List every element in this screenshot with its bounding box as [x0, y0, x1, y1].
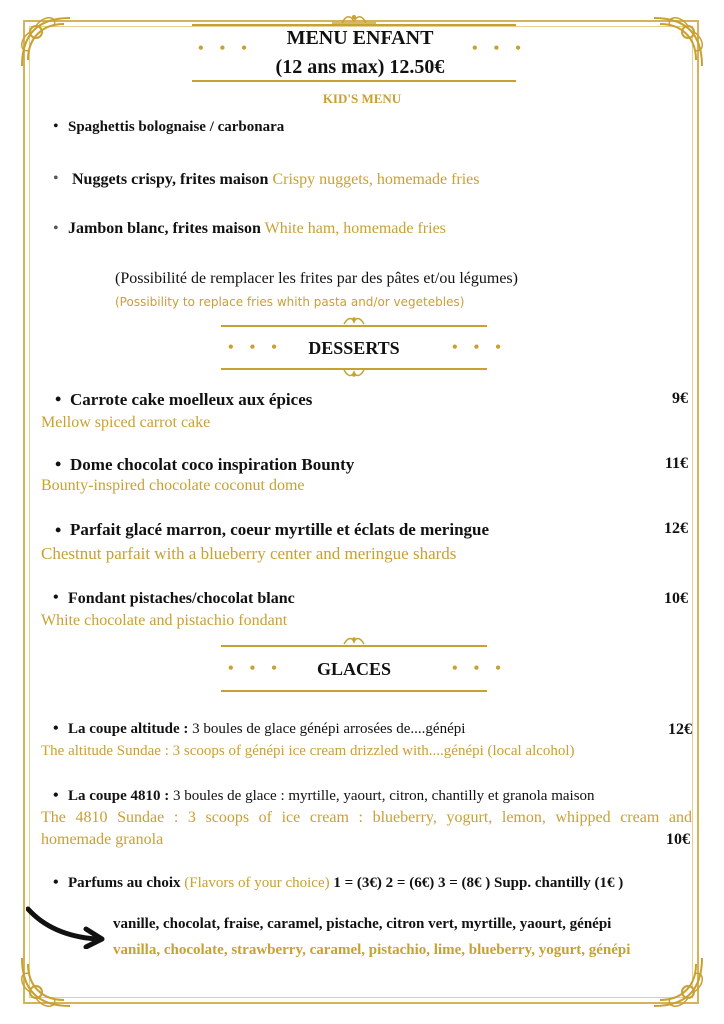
parfums-prices: 1 = (3€) 2 = (6€) 3 = (8€ ) Supp. chantilly (1€ ) [333, 875, 624, 891]
menu-subtitle: KID'S MENU [322, 91, 402, 106]
divider [192, 80, 516, 82]
bullet: • [53, 720, 59, 737]
bullet: • [53, 589, 59, 606]
kids-item [68, 220, 446, 238]
divider [221, 325, 487, 327]
dessert-translation: Bounty-inspired chocolate coconut dome [41, 477, 305, 494]
kids-item-name: Jambon blanc, frites maison [68, 220, 261, 237]
glace-translation: The 4810 Sundae : 3 scoops of ice cream : blueberry, yogurt, lemon, whipped cream and [41, 809, 692, 826]
dessert-translation: Chestnut parfait with a blueberry center and meringue shards [41, 544, 457, 563]
bullet: • [53, 170, 59, 187]
glace-translation: The altitude Sundae : 3 scoops of génépi ice cream drizzled with....génépi (local alcohol) [41, 743, 575, 759]
dots-right: • • • [452, 339, 507, 356]
dots-right: • • • [472, 40, 527, 57]
kids-item-translation: Crispy nuggets, homemade fries [272, 171, 480, 188]
bullet: • [55, 389, 62, 409]
glace-price: 10€ [666, 831, 690, 848]
divider [221, 645, 487, 647]
kids-item [72, 171, 480, 189]
bullet: • [53, 118, 59, 135]
kids-item-name: Nuggets crispy, frites maison [72, 171, 269, 188]
bullet: • [53, 787, 59, 804]
parfums-name: Parfums au choix [68, 875, 181, 891]
corner-ornament-icon [14, 10, 78, 74]
dessert-name: Fondant pistaches/chocolat blanc [68, 590, 295, 607]
section-title-glaces: GLACES [316, 659, 392, 679]
glace-desc: 3 boules de glace : myrtille, yaourt, citron, chantilly et granola maison [169, 788, 595, 804]
flavors-en: vanilla, chocolate, strawberry, caramel, pistachio, lime, blueberry, yogurt, génépi [113, 942, 631, 958]
dessert-name: Parfait glacé marron, coeur myrtille et éclats de meringue [70, 520, 490, 539]
glace-translation: homemade granola [41, 831, 164, 848]
divider [221, 690, 487, 692]
dots-right: • • • [452, 660, 507, 677]
arrow-icon [26, 905, 106, 949]
flavors-fr: vanille, chocolat, fraise, caramel, pistache, citron vert, myrtille, yaourt, génépi [113, 916, 612, 932]
glace-item [68, 721, 465, 738]
kids-item-translation: White ham, homemade fries [264, 220, 446, 237]
dessert-translation: Mellow spiced carrot cake [41, 414, 211, 431]
glace-desc: 3 boules de glace génépi arrosées de....génépi [188, 721, 466, 737]
kids-note-fr: (Possibilité de remplacer les frites par des pâtes et/ou légumes) [115, 270, 518, 287]
glace-item [68, 788, 595, 805]
glace-price: 12€ [668, 721, 692, 738]
parfums-line [68, 875, 623, 892]
bullet: • [53, 220, 59, 237]
dessert-translation: White chocolate and pistachio fondant [41, 612, 288, 629]
kids-note-en: (Possibility to replace fries whith pasta and/or vegetebles) [115, 295, 465, 309]
menu-price-line: (12 ans max) 12.50€ [275, 56, 445, 78]
glace-name: La coupe altitude : [68, 721, 189, 737]
dessert-price: 9€ [672, 390, 688, 407]
bullet: • [55, 520, 62, 540]
dots-left: • • • [228, 660, 283, 677]
dessert-name: Dome chocolat coco inspiration Bounty [70, 455, 355, 474]
parfums-translation: (Flavors of your choice) [180, 875, 334, 891]
bullet: • [55, 454, 62, 474]
dots-left: • • • [228, 339, 283, 356]
corner-ornament-icon [646, 10, 710, 74]
dessert-name: Carrote cake moelleux aux épices [70, 390, 313, 409]
glace-name: La coupe 4810 : [68, 788, 170, 804]
corner-ornament-icon [14, 950, 78, 1014]
bullet: • [53, 874, 59, 891]
kids-item-name: Spaghettis bolognaise / carbonara [68, 119, 285, 135]
dessert-price: 12€ [664, 520, 688, 537]
dots-left: • • • [198, 40, 253, 57]
menu-title: MENU ENFANT [286, 27, 434, 49]
section-title-desserts: DESSERTS [308, 338, 400, 358]
dessert-price: 10€ [664, 590, 688, 607]
corner-ornament-icon [646, 950, 710, 1014]
dessert-price: 11€ [664, 455, 688, 472]
crown-ornament-icon [336, 368, 372, 378]
